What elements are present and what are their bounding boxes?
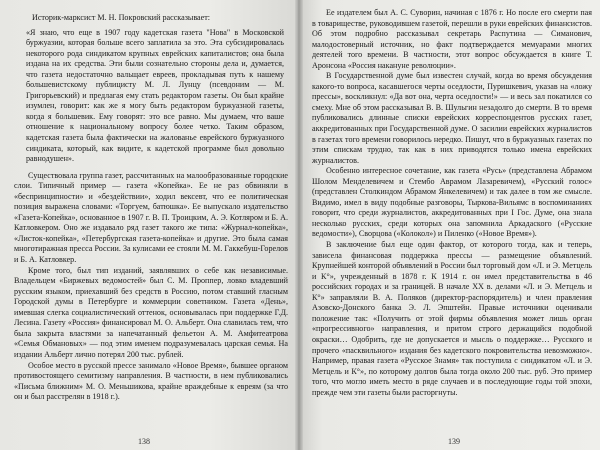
- book-gutter: [295, 0, 303, 450]
- page-number-left: 138: [138, 437, 150, 447]
- right-page: [298, 0, 600, 450]
- left-paragraph-1: Существовала группа газет, рассчитанных на малообразованные городские слои. Типичный пример — газета «Копейка». Ее не раз обвиняли в «беспринципности» и «бездействии», ходил вексевт, что ее политическая позиция выражена словами: «Торгуем, батюшка». Ее выпускало издательство «Газета-Копейка», основанное в 1907 г. В. П. Троицким, А. Э. Котляром и Б. А. Катловкером. Оно же издавало ряд газет такого же типа: «Журнал-копейка», «Листок-копейка», «Петербургская газета-копейка» и другие. Это была самая многотиражная пресса России. За кулисами ее стояли М. М. Гаккебуш-Горелов и Б. А. Катловкер.: [14, 170, 288, 265]
- left-page: [0, 0, 298, 450]
- right-paragraph-2: В Государственной думе был известен случай, когда во время обсуждения какого-то вопроса, касавшегося черты оседлости, Пуришкевич, указав на «ложу прессы», воскликнул: «Да вот она, черта оседлости!» — и весь зал покатился со смеху. Мне об этом рассказывал В. В. Шульгин незадолго до смерти. В то время публиковались длинные списки еврейских корреспондентов русских газет, аккредитованных при Государственной думе. О засилии еврейских журналистов в газетах того времени говорилось нередко. Пишут, что в буржуазных газетах по этим спискам трудно, так как в них приводятся только имена еврейских журналистов.: [312, 71, 592, 165]
- left-paragraph-3: Особое место в русской прессе занимало «Новое Время», бывшее органом противостоящего семитизму направления. В частности, в нем публиковались «Письма ближним» М. О. Меньшикова, крайне враждебные к евреям (за что он и был расстрелян в 1918 г.).: [14, 360, 288, 402]
- right-paragraph-3: Особенно интересное сочетание, как газета «Русь» (представлена Абрамом Шолом Менделевичем и Стембо Аврамом Лазаревичем), «Русский голос» (представлен Столкиндом Абрамом Янкелевичем) и так далее в том же смысле. Видимо, имел в виду подобные разговоры, Тыркова-Вильямс в воспоминаниях говорит, что среди журналистов, аккредитованных при I Гос. Думе, она знала несколько русских, среди которых она запомнила Аркадаского («Русские ведомости»), Сворцова («Колокол») и Пиленко («Новое Время»).: [312, 166, 592, 239]
- left-intro: Историк-марксист М. Н. Покровский рассказывает:: [32, 13, 211, 22]
- left-paragraph-2: Кроме того, был тип изданий, заявлявших о себе как независимые. Владельцем «Биржевых ведомостей» был С. М. Проппер, ловко владевший русским языком, приехавший без средств в Россию, потом ставший гласным Городской думы в Петербурге и коммерции советником. Газета «День», имевшая слегка социалистический оттенок, основывалась при поддержке Г.Д. Лесина. Газету «Россия» финансировал М. О. Альберт. Она славилась тем, что была закрыта властями за напечатанный фельетон А. М. Амфитеатрова «Семья Обмановых» — под этим именем подразумевалась царская семья. На издании Альберт лично потерял 200 тыс. рублей.: [14, 265, 288, 359]
- right-paragraph-1: Ее издателем был А. С. Суворин, начиная с 1876 г. Но после его смерти пая в товариществе, руководившем газетой, перешли в руки еврейских финансистов. Об этом подробно рассказывал секретарь Распутина — Симанович, малодостоверный источник, но факт подтверждается мемуарами многих деятелей того времени. В частности, этот вопрос обсуждается в книге Т. Аронсона «Россия накануне революции».: [312, 8, 592, 70]
- page-number-right: 139: [448, 437, 460, 447]
- right-paragraph-4: В заключение был еще один фактор, от которого тогда, как и теперь, зависела финансовая поддержка прессы — размещение объявлений. Крупнейшей конторой объявлений в России был торговый дом «Л. и Э. Метцель и К°», учрежденный в 1878 г. К 1914 г. он имел представительства в 46 российских городах и за границей. В начале XX в. делами «Л. и Э. Метцель и К°» заправляли В. А. Поляков (директор-распорядитель) и член правления Азовско-Донского банка Э. Л. Эпштейн. Правые источники оценивали положение так: «Получить от этой фирмы объявления может лишь орган «прогрессивного» направления, и притом строго держащийся подобной окраски… Одобрить, где не допускается и мысль о поддержке… Русского и прочего «пасквильного» издания без кадетского покровительства невозможно». Например, правая газета «Русское Знамя» так поступила с синдикатом «Л. и Э. Метцель и К°», по которому долгов была тогда около 200 тыс. руб. Это пример того, что могло иметь место в ряде случаев и в последующие годы той эпохи, прежде чем эти газеты были расторгнуты.: [312, 240, 592, 397]
- quote-block: «Я знаю, что еще в 1907 году кадетская газета "Нова" в Московской буржуазии, которая больше всего заплатила за это. Эта субсидировалась некоторого рода синдикатом крупных еврейских капиталистов; она была издана на их средства. Эти были сознательно стороны дела и, думается, что газета недостаточно вальщает евреев, прокладывая путь к нашему большевистскому публицисту М. Л. Лунцу (псевдоним — М. Григорьевский) и предлагая ему стать редактором газеты. Он был крайне изумлен, говорит: как же я могу быть редактором буржуазной газеты, когда я большевик. Ему говорят: это все равно. Мы думаем, что ваше отношение к национальному вопросу более четко. Таким образом, кадетская газета была фактически на жалованье еврейского буржуазного синдиката, который, как видите, к кадетской программе был довольно равнодушен».: [26, 27, 284, 164]
